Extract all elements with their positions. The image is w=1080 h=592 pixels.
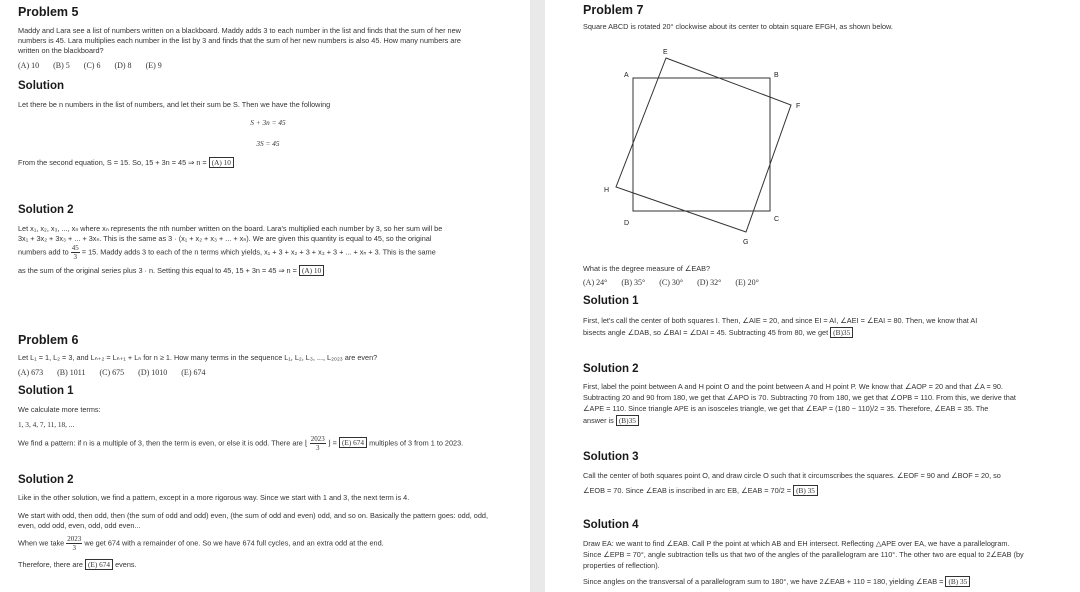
problem-5-solution-title: Solution — [18, 80, 64, 92]
problem-7-sol4-line-2: Since ∠EPB = 70°, angle subtraction tells us that two of the angles of the parallelogram are 110°. The other two are equal to 2∠EAB (by — [583, 550, 1024, 559]
choice-c: (C) 6 — [83, 61, 101, 70]
problem-5-sol2-line-1: Let x₁, x₂, x₃, ..., xₙ where xₙ represents the nth number written on the board. Lara's multiplied each number by 3, so her sum will be — [18, 224, 443, 233]
problem-6-sol2-line-5 — [18, 560, 137, 571]
problem-5-statement-line-2: numbers is 45. Lara multiplies each number in the list by 3 and finds that the sum of her new numbers is also 45. How many numbers are — [18, 36, 461, 45]
choice-d: (D) 32° — [697, 278, 722, 287]
text: evens. — [115, 560, 137, 569]
problem-7-sol4-line-4 — [583, 577, 970, 588]
text: Therefore, there are — [18, 560, 83, 569]
text: When we take — [18, 538, 65, 548]
problem-5-choices — [18, 61, 174, 72]
choice-e: (E) 9 — [145, 61, 162, 70]
denominator: 3 — [73, 253, 77, 261]
text: From the second equation, S = 15. So, 15 + 3n = 45 ⇒ n = — [18, 158, 207, 167]
problem-7-statement: Square ABCD is rotated 20° clockwise about its center to obtain square EFGH, as shown below. — [583, 22, 893, 31]
text: ∠EOB = 70. Since ∠EAB is inscribed in arc EB, ∠EAB = 70/2 = — [583, 486, 792, 495]
equation-1: S + 3n = 45 — [250, 118, 286, 127]
choice-d: (D) 8 — [114, 61, 132, 70]
choice-e: (E) 20° — [735, 278, 759, 287]
label-f: F — [796, 103, 801, 110]
fraction — [66, 535, 82, 552]
problem-7-question: What is the degree measure of ∠EAB? — [583, 264, 711, 273]
label-g: G — [743, 239, 749, 246]
sequence: 1, 3, 4, 7, 11, 18, ... — [18, 420, 75, 429]
denominator: 3 — [316, 444, 320, 452]
choice-b: (B) 1011 — [57, 368, 86, 377]
problem-7-sol3-line-1: Call the center of both squares point O, and draw circle O such that it circumscribes the squares. ∠EOF = 90 and ∠BOF = 20, so — [583, 471, 1001, 480]
text: ⌋ = — [327, 438, 337, 448]
right-page — [545, 0, 1080, 592]
label-a: A — [624, 72, 629, 79]
numerator: 2023 — [67, 535, 82, 543]
answer-box: (A) 10 — [209, 157, 234, 168]
text: we get 674 with a remainder of one. So we have 674 full cycles, and an extra odd at the end. — [84, 538, 384, 548]
answer-box: (E) 674 — [85, 559, 113, 570]
answer-box: (E) 674 — [339, 437, 367, 448]
problem-6-statement: Let L₁ = 1, L₂ = 3, and Lₙ₊₂ = Lₙ₊₁ + Lₙ for n ≥ 1. How many terms in the sequence L₁, L₂, L₃, ..., L₂₀₂₃ are even? — [18, 353, 378, 362]
answer-box: (A) 10 — [299, 265, 324, 276]
problem-7-sol4-line-1: Draw EA: we want to find ∠EAB. Call P the point at which AB and EH intersect. Reflecting △APE over EA, we have a parallelogram. — [583, 539, 1010, 548]
text: numbers add to — [18, 247, 69, 257]
problem-7-sol4-line-3: properties of reflection). — [583, 561, 660, 570]
fraction — [310, 435, 326, 452]
problem-6-sol2-line-3: even, odd odd, even, odd, odd even... — [18, 521, 141, 530]
problem-6-sol1-line-1: We calculate more terms: — [18, 405, 101, 414]
text: Since angles on the transversal of a parallelogram sum to 180°, we have 2∠EAB + 110 = 180, yielding ∠EAB = — [583, 577, 944, 586]
equation-2: 3S = 45 — [256, 139, 280, 148]
problem-6-sol2-line-1: Like in the other solution, we find a pattern, except in a more rigorous way. Since we start with 1 and 3, the next term is 4. — [18, 493, 410, 502]
problem-7-sol2-line-2: Subtracting 20 and 90 from 180, we get that ∠APO is 70. Subtracting 70 from 180, we get that ∠OPB = 110. From this, we derive that — [583, 393, 1016, 402]
problem-7-sol2-line-1: First, label the point between A and H point O and the point between A and H point P. We know that ∠AOP = 20 and that ∠A = 90. — [583, 382, 1003, 391]
problem-5-solution-line-2 — [18, 158, 234, 169]
square-abcd — [633, 78, 770, 211]
answer-box: (B)35 — [830, 327, 853, 338]
problem-6-solution-2-title: Solution 2 — [18, 474, 74, 486]
problem-6-sol2-line-4 — [18, 535, 384, 552]
answer-box: (B)35 — [616, 415, 639, 426]
answer-box: (B) 35 — [945, 576, 970, 587]
problem-6-solution-1-title: Solution 1 — [18, 385, 74, 397]
choice-a: (A) 24° — [583, 278, 608, 287]
square-efgh — [616, 58, 791, 232]
choice-e: (E) 674 — [181, 368, 206, 377]
problem-7-sol3-line-2 — [583, 486, 818, 497]
choice-a: (A) 673 — [18, 368, 44, 377]
fraction — [71, 244, 80, 261]
rotated-squares-figure — [600, 45, 820, 250]
text: bisects angle ∠DAB, so ∠BAI = ∠DAI = 45. Subtracting 45 from 80, we get — [583, 328, 829, 337]
problem-7-solution-1-title: Solution 1 — [583, 295, 639, 307]
problem-5-statement-line-1: Maddy and Lara see a list of numbers written on a blackboard. Maddy adds 3 to each number in the list and finds that the sum of her new — [18, 26, 461, 35]
problem-5-title: Problem 5 — [18, 5, 79, 19]
choice-c: (C) 675 — [99, 368, 125, 377]
problem-7-solution-3-title: Solution 3 — [583, 451, 639, 463]
problem-7-sol1-line-1: First, let's call the center of both squares I. Then, ∠AIE = 20, and since EI = AI, ∠AEI = ∠EAI = 80. Then, we know that AI — [583, 316, 978, 325]
problem-5-sol2-line-2: 3x₁ + 3x₂ + 3x₃ + ... + 3xₙ. This is the same as 3 · (x₁ + x₂ + x₃ + ... + xₙ). We are given this quantity is equal to 45, so the original — [18, 234, 432, 243]
problem-7-sol2-line-3: ∠APE = 110. Since triangle APE is an isosceles triangle, we get that ∠EAP = (180 − 110)/2 = 35. Therefore, ∠EAB = 35. The — [583, 404, 989, 413]
label-h: H — [604, 187, 610, 194]
answer-box: (B) 35 — [793, 485, 818, 496]
problem-5-sol2-line-4 — [18, 266, 324, 277]
problem-7-solution-4-title: Solution 4 — [583, 519, 639, 531]
label-b: B — [774, 72, 779, 79]
numerator: 45 — [71, 244, 79, 252]
problem-6-choices — [18, 368, 217, 379]
label-e: E — [663, 49, 668, 56]
text: We find a pattern: if n is a multiple of 3, then the term is even, or else it is odd. There are ⌊ — [18, 438, 308, 448]
problem-5-solution-line-1: Let there be n numbers in the list of numbers, and let their sum be S. Then we have the following — [18, 100, 331, 109]
denominator: 3 — [72, 544, 77, 552]
text: as the sum of the original series plus 3 · n. Setting this equal to 45, 15 + 3n = 45 ⇒ n = — [18, 266, 297, 275]
problem-7-solution-2-title: Solution 2 — [583, 363, 639, 375]
choice-c: (C) 30° — [659, 278, 684, 287]
problem-5-solution-2-title: Solution 2 — [18, 204, 74, 216]
problem-5-statement-line-3: written on the blackboard? — [18, 46, 104, 55]
text: answer is — [583, 416, 614, 425]
label-d: D — [624, 220, 630, 227]
problem-6-sol1-line-2 — [18, 435, 463, 452]
choice-a: (A) 10 — [18, 61, 40, 70]
choice-b: (B) 35° — [621, 278, 646, 287]
numerator: 2023 — [310, 435, 325, 443]
problem-7-sol2-line-4 — [583, 416, 639, 427]
text: = 15. Maddy adds 3 to each of the n terms which yields, x₁ + 3 + x₂ + 3 + x₃ + 3 + ... + xₙ + 3. This is the same — [81, 247, 436, 257]
choice-b: (B) 5 — [53, 61, 70, 70]
text: multiples of 3 from 1 to 2023. — [369, 438, 464, 448]
left-page — [0, 0, 530, 592]
choice-d: (D) 1010 — [138, 368, 168, 377]
problem-7-sol1-line-2 — [583, 328, 853, 339]
problem-6-title: Problem 6 — [18, 333, 79, 347]
label-c: C — [774, 216, 780, 223]
problem-6-sol2-line-2: We start with odd, then odd, then (the sum of odd and odd) even, (the sum of odd and even) odd, and so on. Basically the pattern goes: odd, odd, — [18, 511, 489, 520]
problem-7-choices — [583, 278, 771, 289]
problem-5-sol2-line-3 — [18, 244, 436, 261]
problem-7-title: Problem 7 — [583, 3, 644, 17]
